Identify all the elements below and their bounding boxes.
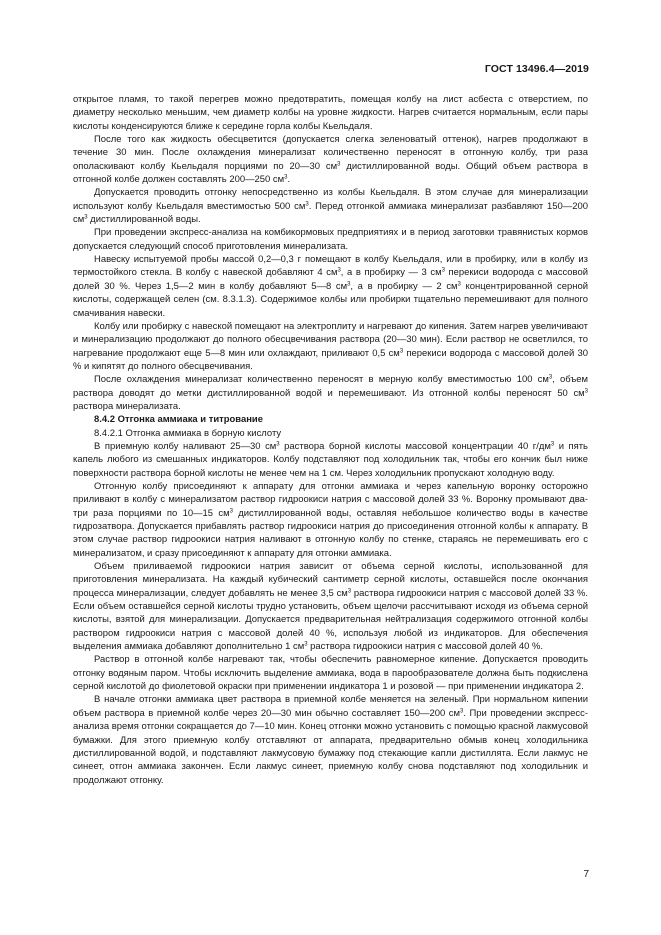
paragraph: Отгонную колбу присоединяют к аппарату для отгонки аммиака и через капельную воронку осторожно приливают в колбу с минерализатом раствор гидроокиси натрия с массовой долей 33 %. Воронку промывают два-три раза порциями по 10—15 $см^3$ дистиллированной воды, оставляя небольшое количество воды в качестве гидрозатвора. Допускается прибавлять раствор гидроокиси натрия до присоединения отгонной колбы к аппарату. В этом случае раствор гидроокиси натрия наливают в отгонную колбу по стенке, стараясь не перемешивать его с минерализатом, и сразу присоединяют к аппарату для отгонки аммиака. xyxy=(73,480,588,559)
paragraph: Допускается проводить отгонку непосредственно из колбы Кьельдаля. В этом случае для минерализации используют колбу Кьельдаля вместимостью 500 $см^3$. Перед отгонкой аммиака минерализат разбавляют 150—200 $см^3$ дистиллированной воды. xyxy=(73,187,588,226)
paragraph: При проведении экспресс-анализа на комбикормовых предприятиях и в период заготовки травянистых кормов допускается следующий способ приготовления минерализата. xyxy=(73,227,588,252)
paragraph: Объем приливаемой гидроокиси натрия зависит от объема серной кислоты, использованной для приготовления минерализата. На каждый кубический сантиметр серной кислоты, оставшейся после окончания процесса минерализации, следует добавлять не менее 3,5 $см^3$ раствора гидроокиси натрия с массовой долей 33 %. Если объем оставшейся серной кислоты трудно установить, объем щелочи рассчитывают исходя из объема серной кислоты, взятой для минерализации. Допускается предварительная нейтрализация содержимого отгонной колбы раствором гидроокиси натрия с массовой долей 40 %, используя любой из индикаторов. Для обеспечения выделения аммиака добавляют дополнительно 1 $см^3$ раствора гидроокиси натрия с массовой долей 40 %. xyxy=(73,561,589,653)
paragraph: 8.4.2.1 Отгонка аммиака в борную кислоту xyxy=(94,427,282,439)
standard-code-header: ГОСТ 13496.4—2019 xyxy=(484,63,589,75)
page-number: 7 xyxy=(583,869,589,880)
body-text xyxy=(73,93,588,787)
paragraph: После охлаждения минерализат количественно переносят в мерную колбу вместимостью 100 $см^3$, объем раствора доводят до метки дистиллированной водой и перемешивают. Из отгонной колбы переносят 50 $см^3$ раствора минерализата. xyxy=(73,374,588,412)
paragraph: В начале отгонки аммиака цвет раствора в приемной колбе меняется на зеленый. При нормальном кипении объем раствора в приемной колбе через 20—30 мин обычно составляет 150—200 $см^3$. При проведении экспресс-анализа время отгонки сокращается до 7—10 мин. Конец отгонки можно установить с помощью красной лакмусовой бумажки. Для этого приемную колбу отставляют от аппарата, предварительно обмыв конец холодильника дистиллированной водой, и подставляют лакмусовую бумажку под стекающие капли дистиллята. Если лакмус не синеет, отгон аммиака закончен. Если лакмус синеет, приемную колбу снова подставляют под холодильник и продолжают отгонку. xyxy=(73,694,588,786)
section-heading: 8.4.2 Отгонка аммиака и титрование xyxy=(94,414,263,426)
paragraph: Навеску испытуемой пробы массой 0,2—0,3 г помещают в колбу Кьельдаля, или в пробирку, или в колбу из термостойкого стекла. В колбу с навеской добавляют 4 $см^3$, а в пробирку — 3 $см^3$ перекиси водорода с массовой долей 30 %. Через 1,5—2 мин в колбу добавляют 5—8 $см^3$, а в пробирку — 2 $см^3$ концентрированной серной кислоты, содержащей селен (см. 8.3.1.3). Содержимое колбы или пробирки тщательно перемешивают для полного смачивания навески. xyxy=(73,254,588,319)
paragraph: Раствор в отгонной колбе нагревают так, чтобы обеспечить равномерное кипение. Допускается проводить отгонку водяным паром. Чтобы исключить выделение аммиака, вода в парообразователе должна быть подкислена серной кислотой до фиолетовой окраски при применении индикатора 1 и розовой — при применении индикатора 2. xyxy=(73,654,588,693)
paragraph: Колбу или пробирку с навеской помещают на электроплиту и нагревают до кипения. Затем нагрев увеличивают и минерализацию продолжают до полного обесцвечивания раствора (20—30 мин). Если раствор не осветлился, то нагревание продолжают еще 5—8 мин или охлаждают, приливают 0,5 $см^3$ перекиси водорода с массовой долей 30 % и кипятят до полного обесцвечивания. xyxy=(73,320,589,372)
paragraph: В приемную колбу наливают 25—30 $см^3$ раствора борной кислоты массовой концентрации 40 $г/дм^3$ и пять капель любого из смешанных индикаторов. Колбу подставляют под холодильник так, чтобы его кончик был ниже поверхности раствора борной кислоты не менее чем на 1 см. Через холодильник пропускают холодную воду. xyxy=(73,440,588,479)
paragraph: открытое пламя, то такой перегрев можно предотвратить, помещая колбу на лист асбеста с отверстием, по диаметру несколько меньшим, чем диаметр колбы на уровне жидкости. Нагрев считается нормальным, если пары кислоты конденсируются ближе к середине горла колбы Кьельдаля. xyxy=(73,94,588,132)
paragraph: После того как жидкость обесцветится (допускается слегка зеленоватый оттенок), нагрев продолжают в течение 30 мин. После охлаждения минерализат количественно переносят в отгонную колбу, три раза ополаскивают колбу Кьельдаля порциями по 20—30 $см^3$ дистиллированной воды. Общий объем раствора в отгонной колбе должен составлять 200—250 $см^3$. xyxy=(73,134,588,186)
